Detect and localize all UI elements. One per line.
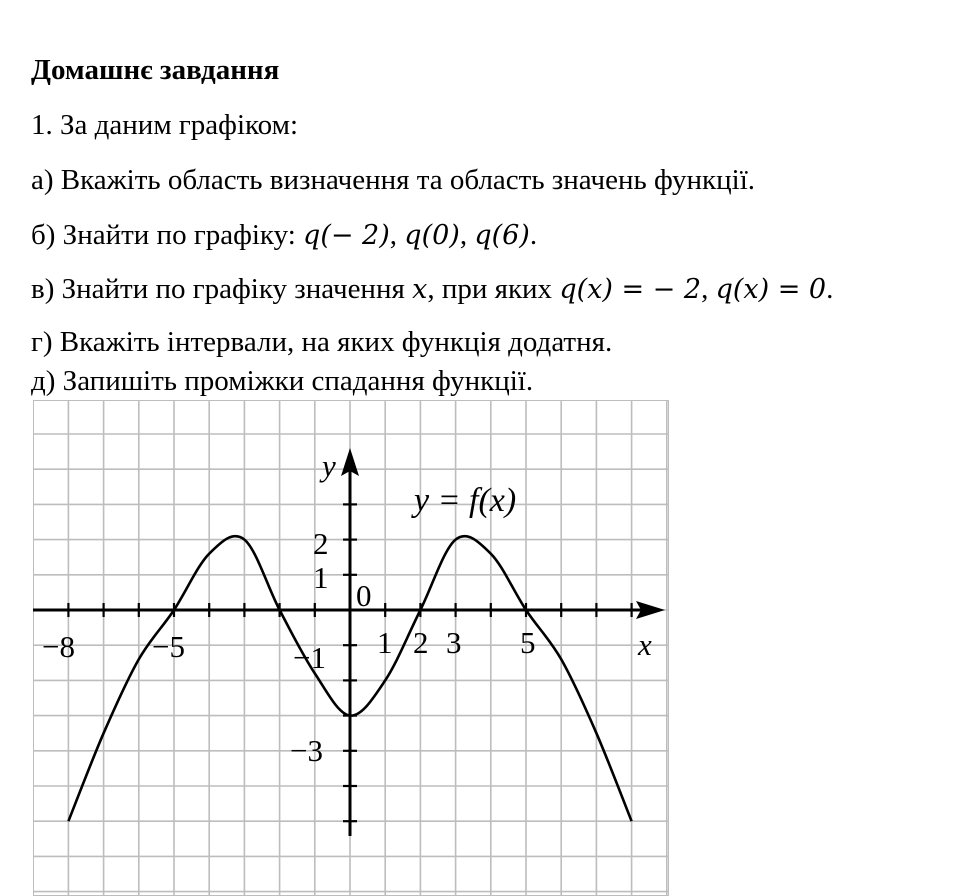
x-tick-label-5: 5 [520,625,536,660]
x-tick-label-1: 1 [377,625,393,660]
task-e-text: д) Запишіть проміжки спадання функції. [31,365,534,397]
x-tick-label-neg5: −5 [152,629,185,664]
task-intro-text: 1. За даним графіком: [31,109,299,141]
task-b-expr3: q(6) [474,220,530,251]
task-b-sep1: , [389,219,405,251]
task-c-var: x [412,274,428,305]
task-b-sep2: , [459,219,475,251]
function-label: y = f(x) [414,482,517,519]
task-c-suffix: . [826,273,834,305]
origin-label: 0 [356,578,372,613]
x-tick-label-3: 3 [446,625,462,660]
y-tick-label-2: 2 [313,526,329,561]
task-b-suffix: . [529,219,538,251]
y-tick-label-neg3: −3 [290,733,323,768]
task-c-prefix: в) Знайти по графіку значення [31,273,413,305]
y-tick-label-neg1: −1 [293,640,326,675]
task-c-sep: , [701,273,716,305]
task-b-prefix: б) Знайти по графіку: [31,219,304,251]
task-c-eq2: q(x) = 0 [715,274,827,305]
task-a-text: а) Вкажіть область визначення та область значень функції. [31,164,756,196]
heading-text: Домашнє завдання [31,54,280,86]
x-axis-label: x [638,627,652,662]
task-b-expr1: q(− 2) [303,220,390,251]
task-c-middle: , при яких [427,273,560,305]
task-c-eq1: q(x) = − 2 [559,274,702,305]
y-axis-label: y [322,448,336,483]
graph-axes [33,448,665,836]
task-b-expr2: q(0) [404,220,460,251]
x-tick-label-2: 2 [413,625,429,660]
y-tick-label-1: 1 [313,560,329,595]
task-d-text: г) Вкажіть інтервали, на яких функція додатня. [31,326,613,358]
x-tick-label-neg8: −8 [42,629,75,664]
